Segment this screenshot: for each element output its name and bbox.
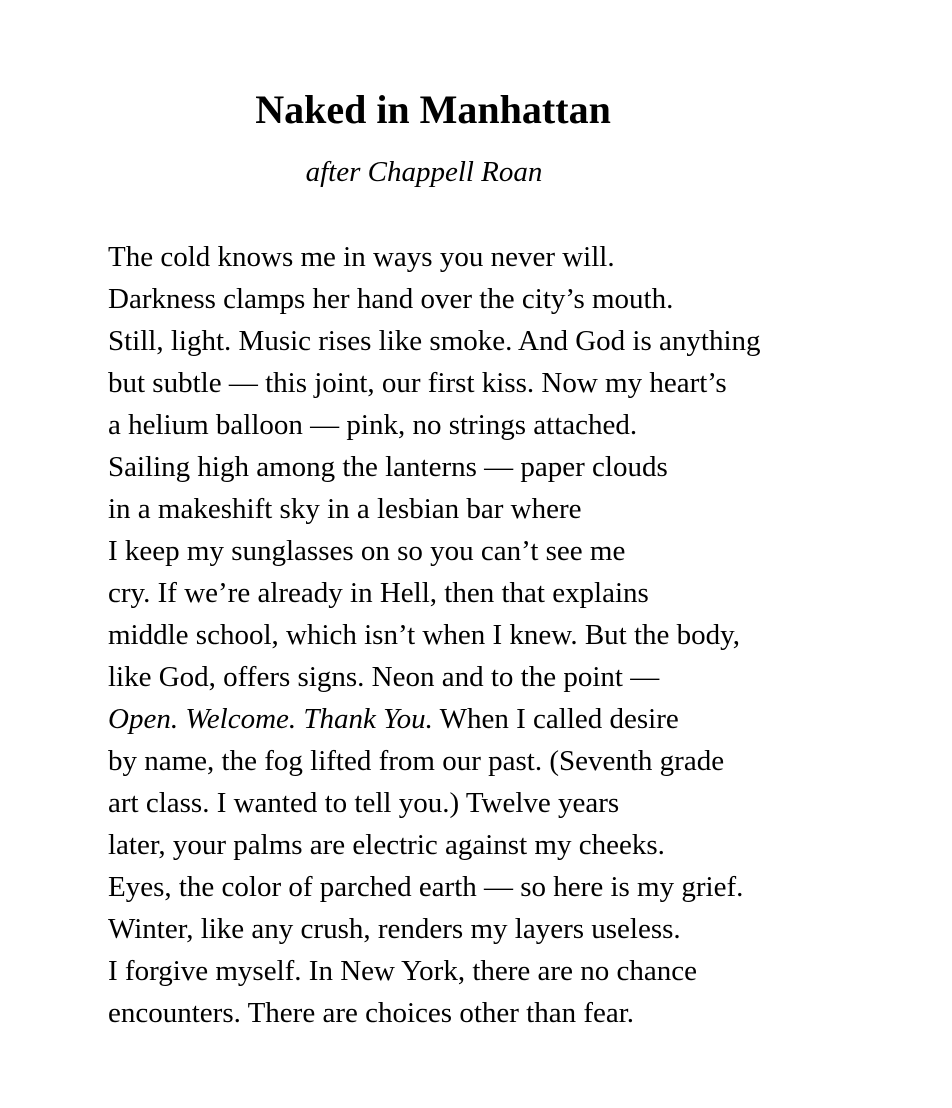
poem-line: like God, offers signs. Neon and to the point — (108, 661, 660, 693)
italic-phrase: Open. Welcome. Thank You. (108, 703, 433, 735)
poem-line: Open. Welcome. Thank You. When I called desire (108, 703, 679, 735)
poem-line: by name, the fog lifted from our past. (Seventh grade (108, 745, 725, 777)
poem-line: I forgive myself. In New York, there are no chance (108, 955, 697, 987)
poem-line: later, your palms are electric against my cheeks. (108, 829, 665, 861)
poem-line: I keep my sunglasses on so you can’t see me (108, 535, 626, 567)
poem-title: Naked in Manhattan (255, 87, 611, 132)
poem-line: cry. If we’re already in Hell, then that explains (108, 577, 649, 609)
poem-line: art class. I wanted to tell you.) Twelve years (108, 787, 620, 819)
poem-line: Still, light. Music rises like smoke. And God is anything (108, 325, 761, 357)
poem-body (108, 236, 928, 1034)
poem-line: The cold knows me in ways you never will. (108, 241, 615, 273)
poem-line: but subtle — this joint, our first kiss. Now my heart’s (108, 367, 727, 399)
poem-line: Eyes, the color of parched earth — so here is my grief. (108, 871, 744, 903)
poem-epigraph: after Chappell Roan (305, 156, 543, 188)
poem-line: Sailing high among the lanterns — paper clouds (108, 451, 668, 483)
poem-line: Darkness clamps her hand over the city’s mouth. (108, 283, 674, 315)
poem-line: in a makeshift sky in a lesbian bar where (108, 493, 582, 525)
poem-line: encounters. There are choices other than fear. (108, 997, 635, 1029)
poem-line: middle school, which isn’t when I knew. But the body, (108, 619, 741, 651)
poem-line: a helium balloon — pink, no strings attached. (108, 409, 638, 441)
poem-line: Winter, like any crush, renders my layers useless. (108, 913, 681, 945)
